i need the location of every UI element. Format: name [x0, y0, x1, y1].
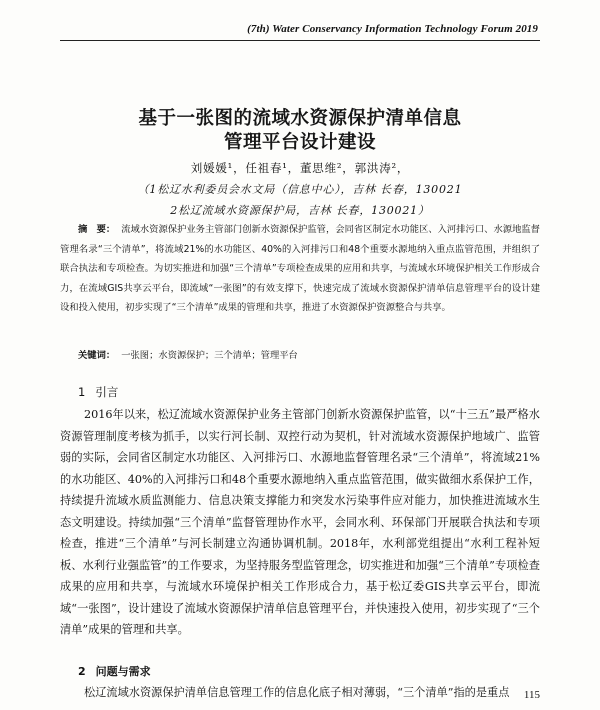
section-2-body: 松辽流域水资源保护清单信息管理工作的信息化底子相对薄弱，“三个清单”指的是重点 — [84, 686, 510, 699]
section-1-number: 1 — [78, 385, 86, 399]
header-rule — [60, 40, 540, 41]
keywords — [60, 347, 540, 361]
keywords-label: 关键词： — [78, 350, 116, 361]
keywords-text: 一张图；水资源保护；三个清单；管理平台 — [121, 350, 298, 361]
section-2-number: 2 — [78, 665, 86, 678]
section-2-heading — [78, 663, 151, 679]
affiliation-2: 2松辽流域水资源保护局，吉林 长春，130021） — [170, 204, 430, 217]
abstract-text: 流域水资源保护业务主管部门创新水资源保护监管，会同省区制定水功能区、入河排污口、水源地监督管理名录“三个清单”，将流域21%的水功能区、40%的入河排污口和48个重要水源地纳入重点监管范围，并组织了联合执法和专项检查。为切实推进和加强“三个清单”专项检查成果的应用和共享，与流域水环境保护相关工作形成合力，在流域GIS共享云平台，即流域“一张图”的有效支撑下，快速完成了流域水资源保护清单信息管理平台的设计建设和投入使用，初步实现了“三个清单”成果的管理和共享，推进了水资源保护资源整合与共享。 — [60, 224, 540, 313]
section-1-body: 2016年以来，松辽流域水资源保护业务主管部门创新水资源保护监管，以“十三五”最严格水资源管理制度考核为抓手，以实行河长制、双控行动为契机，针对流域水资源保护地域广、监管弱的实际，会同省区制定水功能区、入河排污口、水源地监督管理名录“三个清单”，将流域21%的水功能区、40%的入河排污口和48个重要水源地纳入重点监管范围，做实做细水系保护工作，持续提升流域水质监测能力、信息决策支撑能力和突发水污染事件应对能力，加快推进流域水生态文明建设。持续加强“三个清单”监督管理协作水平，会同水利、环保部门开展联合执法和专项检查，推进“三个清单”与河长制建立沟通协调机制。2018年，水利部党组提出“水利工程补短板、水利行业强监管”的工作要求，为坚持服务型监管理念，切实推进和加强“三个清单”专项检查成果的应用和共享，与流域水环境保护相关工作形成合力，基于松辽委GIS共享云平台，即流域“一张图”，设计建设了流域水资源保护清单信息管理平台，并快速投入使用，初步实现了“三个清单”成果的管理和共享。 — [60, 408, 540, 636]
author-list: 刘媛媛¹，任祖春¹，董思维²，郭洪涛²， — [190, 161, 410, 175]
section-2-title: 问题与需求 — [95, 665, 151, 678]
abstract-label: 摘 要： — [78, 224, 116, 235]
abstract — [60, 220, 540, 318]
page-number: 115 — [523, 689, 540, 701]
paper-title-line-2: 管理平台设计建设 — [223, 132, 376, 153]
affiliation-1: （1松辽水利委员会水文局（信息中心），吉林 长春，130021 — [137, 183, 463, 196]
journal-header: (7th) Water Conservancy Information Technology Forum 2019 — [247, 23, 538, 35]
section-1-title: 引言 — [95, 385, 119, 399]
section-1-heading — [78, 384, 118, 400]
paper-title-line-1: 基于一张图的流域水资源保护清单信息 — [138, 108, 462, 129]
